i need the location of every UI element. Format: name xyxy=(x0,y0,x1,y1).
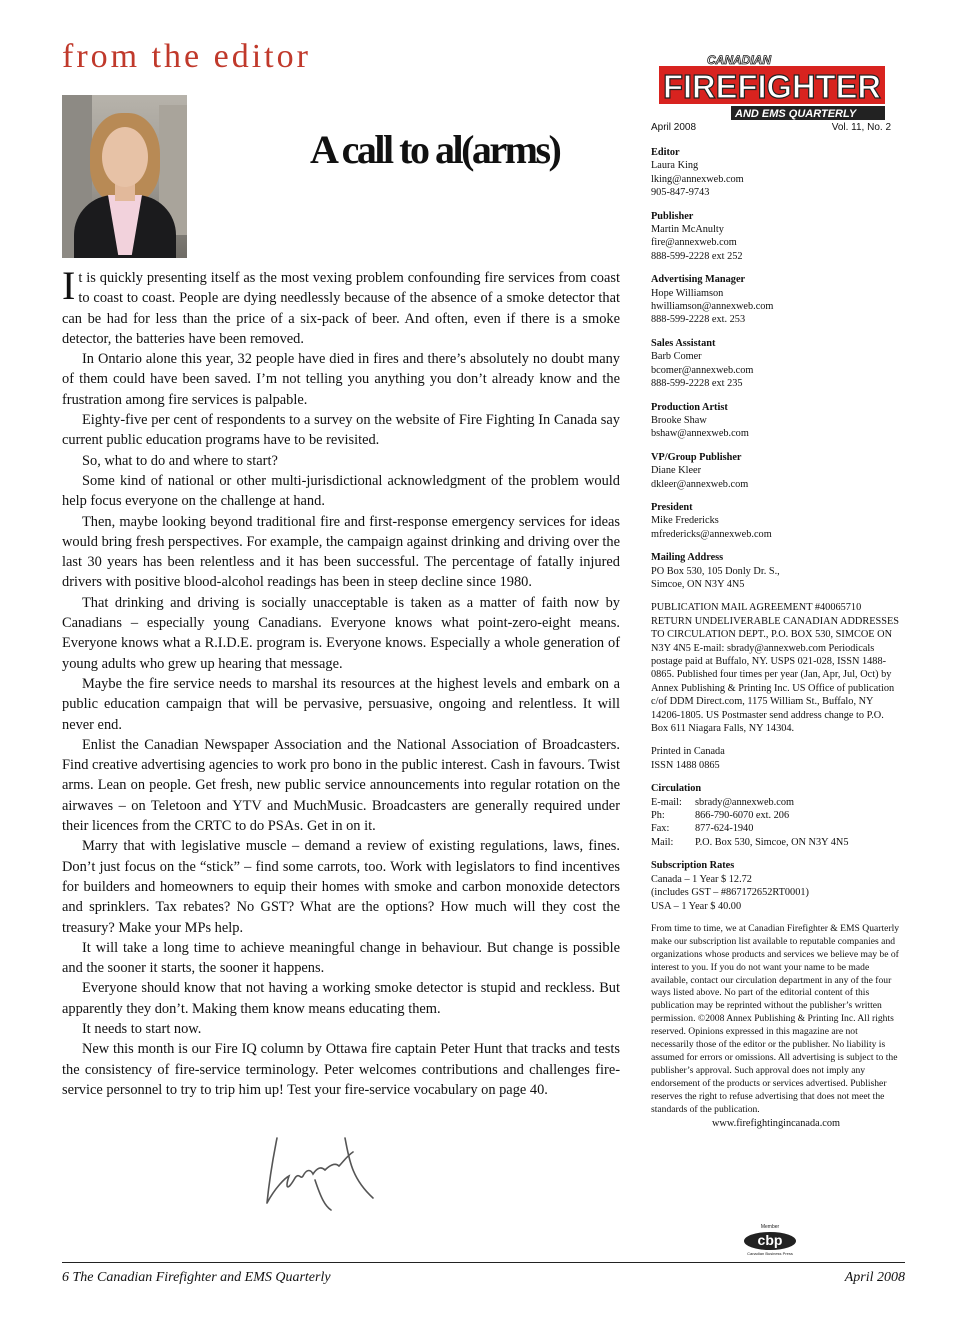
issue-date: April 2008 xyxy=(651,122,697,133)
paragraph: Enlist the Canadian Newspaper Association and the National Association of Broadcasters. Find creative advertising agencies to work pro bono in the public interest. Cash in favours. Twist arms. Lean on people. Get fresh, new public service announcements into regular rotation on the airwaves – on Teletoon and YTV and MuchMusic. Broadcasters are generally required under their licences from the CRTC to do PSAs. Get in on it. xyxy=(62,736,620,835)
editorial-article xyxy=(62,263,620,1100)
website-link[interactable]: www.firefightingincanada.com xyxy=(712,1117,840,1129)
masthead-production: Production Artist Brooke Shaw bshaw@annexweb.com xyxy=(651,401,901,441)
masthead-publisher: Publisher Martin McAnulty fire@annexweb.com 888-599-2228 ext 252 xyxy=(651,210,901,264)
section-title: from the editor xyxy=(62,38,311,75)
masthead-mailing: Mailing Address PO Box 530, 105 Donly Dr. S., Simcoe, ON N3Y 4N5 xyxy=(651,552,780,590)
paragraph: It needs to start now. xyxy=(82,1020,202,1037)
email-link[interactable]: lking@annexweb.com xyxy=(651,173,744,185)
paragraph: Eighty-five per cent of respondents to a survey on the website of Fire Fighting In Canada say current public education programs have to be revisited. xyxy=(62,412,620,449)
drop-cap: I xyxy=(62,263,76,308)
disclaimer: From time to time, we at Canadian Firefighter & EMS Quarterly make our subscription list available to reputable companies and organizations whose products and services we believe may be of interest to you. If you do not want your name to be made available, contact our circulation department in any of the four ways listed above. No part of the editorial content of this publication may be reprinted without the publisher’s written permission. ©2008 Annex Publishing & Printing Inc. All rights reserved. Opinions expressed in this magazine are not necessarily those of the editor or the publisher. No liability is assumed for errors or omissions. All advertising is subject to the publisher’s approval. Such approval does not imply any endorsement of the products or services advertised. Publisher reserves the right to refuse advertising that does not meet the standards of the publication. xyxy=(651,922,900,1115)
svg-text:CANADIAN: CANADIAN xyxy=(707,53,771,67)
paragraph: It will take a long time to achieve meaningful change in behaviour. But change is possible and the sooner it starts, the sooner it happens. xyxy=(62,939,620,977)
masthead-subscription: Subscription Rates Canada – 1 Year $ 12.72 (includes GST – #867172652RT0001) USA – 1 Year $ 40.00 xyxy=(651,860,809,912)
footer-folio: 6 The Canadian Firefighter and EMS Quarterly xyxy=(62,1270,331,1285)
svg-text:AND EMS QUARTERLY: AND EMS QUARTERLY xyxy=(735,108,857,120)
masthead-advertising: Advertising Manager Hope Williamson hwilliamson@annexweb.com 888-599-2228 ext. 253 xyxy=(651,273,901,327)
footer-rule xyxy=(62,1262,905,1263)
email-link[interactable]: bcomer@annexweb.com xyxy=(651,364,754,376)
footer-date: April 2008 xyxy=(844,1270,905,1285)
issue-info xyxy=(651,122,891,133)
printed-info: Printed in Canada ISSN 1488 0865 xyxy=(651,746,725,771)
masthead xyxy=(651,146,901,1130)
email-link[interactable]: bshaw@annexweb.com xyxy=(651,428,749,440)
svg-text:cbp: cbp xyxy=(757,1232,783,1248)
email-link[interactable]: hwilliamson@annexweb.com xyxy=(651,301,774,313)
masthead-editor: Editor Laura King lking@annexweb.com 905-847-9743 xyxy=(651,146,901,200)
email-link[interactable]: fire@annexweb.com xyxy=(651,237,737,249)
issue-volume: Vol. 11, No. 2 xyxy=(831,122,891,133)
masthead-president: President Mike Fredericks mfredericks@annexweb.com xyxy=(651,501,901,541)
masthead-vp: VP/Group Publisher Diane Kleer dkleer@annexweb.com xyxy=(651,451,901,491)
magazine-logo xyxy=(655,52,887,126)
paragraph: In Ontario alone this year, 32 people have died in fires and there’s absolutely no doubt many of them could have been saved. I’m not telling you anything you don’t already know and the frustration among fire services is palpable. xyxy=(62,351,620,408)
paragraph: Then, maybe looking beyond traditional fire and first-response emergency services for ideas would bring fresh perspectives. For example, the campaign against drinking and driving over the last 30 years has been relentless and it has been successful. The percentage of fatally injured drivers with positive blood-alcohol readings has been in steep decline since 1980. xyxy=(62,513,620,591)
email-link[interactable]: sbrady@annexweb.com xyxy=(695,796,794,808)
paragraph: That drinking and driving is socially unacceptable is taken as a matter of faith now by Canadians – especially young Canadians. Everyone knows what point-zero-eight means. Everyone knows what a R.I.D.E. program is. Everyone knows. Especially a whole generation of young adults who grew up hearing that message. xyxy=(62,594,620,672)
postal-notice: PUBLICATION MAIL AGREEMENT #40065710 RETURN UNDELIVERABLE CANADIAN ADDRESSES TO CIRCULATION DEPT., P.O. BOX 530, SIMCOE ON N3Y 4N5 E-mail: sbrady@annexweb.com Periodicals postage paid at Buffalo, NY. USPS 021-028, ISSN 1488-0865. Published four times per year (Jan, Apr, Jul, Oct) by Annex Publishing & Printing Inc. US Office of publication c/of DDM Direct.com, 1175 William St., Buffalo, NY 14206-1805. US Postmaster send address change to P.O. Box 611 Niagara Falls, NY 14304. xyxy=(651,602,899,735)
paragraph: Marry that with legislative muscle – demand a review of existing regulations, laws, fines. Don’t just focus on the “stick” – find some carrots, too. Work with legislators to find incentives for builders and homeowners to equip their homes with smoke and carbon monoxide detectors and sprinklers. Tax rebates? No GST? What are the options? How much will they cost the treasury? Make your MPs help. xyxy=(62,838,620,936)
paragraph: So, what to do and where to start? xyxy=(82,452,278,469)
paragraph: Everyone should know that not having a working smoke detector is stupid and reckless. But apparently they don’t. Making them know means educating them. xyxy=(62,980,620,1017)
editor-photo xyxy=(62,95,187,258)
masthead-circulation: Circulation E-mail: sbrady@annexweb.com Ph: 866-790-6070 ext. 206 Fax: 877-624-1940 Mail: P.O. Box 530, Simcoe, ON N3Y 4N5 xyxy=(651,782,901,849)
paragraph: Maybe the fire service needs to marshal its resources at the highest levels and embark on a public education campaign that will be pervasive, persuasive, ongoing and relentless. It will never end. xyxy=(62,675,620,733)
signature xyxy=(255,1118,385,1218)
email-link[interactable]: dkleer@annexweb.com xyxy=(651,478,749,490)
paragraph: It is quickly presenting itself as the most vexing problem confounding fire services from coast to coast to coast. People are dying needlessly because of the absence of a smoke detector that can be had for less than the price of a six-pack of beer. And often, even if there is a smoke detector, the batteries have been removed. xyxy=(62,263,620,347)
headline: A call to al(arms) xyxy=(310,127,560,172)
cbp-member-logo xyxy=(742,1222,798,1256)
paragraph: Some kind of national or other multi-jurisdictional acknowledgment of the problem would help focus everyone on the challenge at hand. xyxy=(62,472,620,510)
paragraph: New this month is our Fire IQ column by Ottawa fire captain Peter Hunt that tracks and tests the consistency of fire-service terminology. Peter welcomes contributions and challenges fire-service personnel to try to trip him up! Test your fire-service vocabulary on page 40. xyxy=(62,1041,620,1098)
email-link[interactable]: mfredericks@annexweb.com xyxy=(651,528,772,540)
svg-text:Canadian Business Press: Canadian Business Press xyxy=(747,1251,793,1256)
svg-text:Member: Member xyxy=(760,1224,780,1230)
svg-text:FIREFIGHTER: FIREFIGHTER xyxy=(663,68,882,105)
masthead-sales: Sales Assistant Barb Comer bcomer@annexweb.com 888-599-2228 ext 235 xyxy=(651,337,901,391)
